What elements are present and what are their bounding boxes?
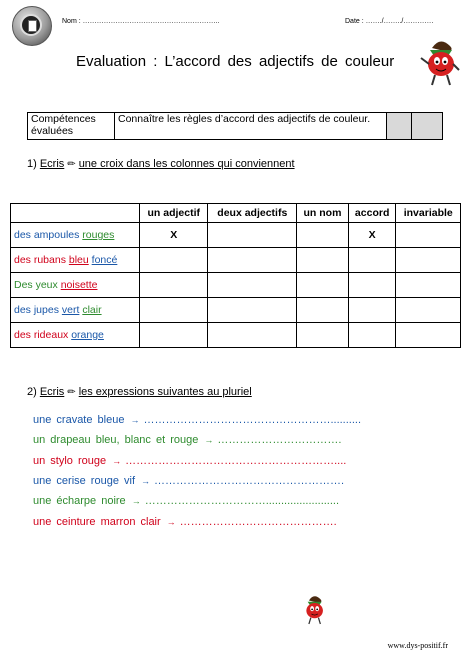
answer-cell[interactable] [297,298,349,323]
answer-cell[interactable] [140,323,208,348]
expression-line [33,434,341,446]
expression-cell [11,273,140,298]
expression-line [33,475,344,487]
adjective-word: bleu [68,254,89,266]
arrow-icon: → [130,415,140,425]
answer-cell[interactable] [348,323,396,348]
noun-text: des rideaux [14,329,72,341]
strawberry-mascot-icon [300,594,328,626]
column-header: accord [348,204,396,223]
expression-line [33,516,337,528]
expression-cell [11,323,140,348]
adjective-word: rouges [82,229,115,241]
expression-text: un drapeau bleu, blanc et rouge [33,434,199,446]
column-header: un adjectif [140,204,208,223]
instruction-verb: Ecris [39,386,65,398]
answer-cell[interactable] [297,223,349,248]
answer-cell[interactable] [297,273,349,298]
answer-cell[interactable] [140,248,208,273]
answer-cell[interactable] [297,323,349,348]
answer-cell[interactable] [208,273,297,298]
table-row [11,223,461,248]
noun-text: des jupes [14,304,62,316]
answer-blank[interactable]: ………………………………………………….... [125,455,347,467]
clipboard-icon [20,14,42,36]
answer-cell[interactable] [396,223,461,248]
noun-text: des ampoules [14,229,83,241]
expression-text: un stylo rouge [33,455,107,467]
answer-cell[interactable] [140,298,208,323]
answer-blank[interactable]: ……………………………. [217,434,342,446]
nom-field: Nom : ………………………………………………….. [62,18,220,25]
strawberry-mascot-icon [418,38,462,88]
answer-cell[interactable] [396,248,461,273]
adjective-word: clair [82,304,102,316]
answer-cell[interactable] [208,323,297,348]
noun-text: Des yeux [14,279,61,291]
answer-blank[interactable]: ……………………………………………. [154,475,345,487]
answer-cell[interactable] [348,273,396,298]
answer-cell[interactable] [208,298,297,323]
pencil-icon: ✏ [67,387,76,398]
exercise-number: 2) [27,386,37,398]
arrow-icon: → [112,456,122,466]
expression-text: une ceinture marron clair [33,516,161,528]
pencil-icon: ✏ [67,159,76,170]
arrow-icon: → [204,435,214,445]
expression-cell [11,223,140,248]
answer-cell[interactable] [297,248,349,273]
competences-table [27,112,443,140]
expression-text: une cerise rouge vif [33,475,135,487]
arrow-icon: → [166,517,176,527]
instruction-text: une croix dans les colonnes qui conviennent [78,158,295,170]
expression-line [33,455,346,467]
answer-cell[interactable] [208,248,297,273]
answer-cell[interactable] [396,298,461,323]
arrow-icon: → [141,476,150,486]
adjective-word: orange [71,329,104,341]
expression-line [33,414,361,426]
adjective-word: foncé [91,254,118,266]
arrow-icon: → [131,496,141,506]
page-title: Evaluation : L’accord des adjectifs de couleur [76,53,395,70]
answer-cell[interactable]: X [348,223,396,248]
competences-text: Connaître les règles d’accord des adjectifs de couleur. [115,113,387,140]
answer-cell[interactable] [208,223,297,248]
expression-text: une écharpe noire [33,495,126,507]
instruction-text: les expressions suivantes au pluriel [78,386,252,398]
adjective-word: vert [61,304,80,316]
table-row [11,323,461,348]
answer-blank[interactable]: ……………………………………. [179,516,337,528]
footer-url: www.dys-positif.fr [387,641,448,650]
evaluation-cell [387,113,412,140]
competences-label: Compétences évaluées [28,113,115,140]
answer-blank[interactable]: …………………………………………….......... [143,414,362,426]
answer-cell[interactable]: X [140,223,208,248]
expression-cell [11,248,140,273]
table-row [11,248,461,273]
adjective-word: noisette [60,279,98,291]
exercise-1-instruction [27,158,295,170]
answer-cell[interactable] [396,273,461,298]
exercise-2-instruction [27,386,252,398]
answer-cell[interactable] [348,248,396,273]
answer-cell[interactable] [140,273,208,298]
empty-header-cell [11,204,140,223]
noun-text: des rubans [14,254,69,266]
exercise-number: 1) [27,158,37,170]
expression-text: une cravate bleue [33,414,125,426]
expression-line [33,495,339,507]
column-header: un nom [297,204,349,223]
adjectives-table [10,203,461,348]
answer-cell[interactable] [348,298,396,323]
date-field: Date : ……./……../…………. [345,18,434,25]
column-header: deux adjectifs [208,204,297,223]
table-row [11,273,461,298]
dys-positif-logo [12,6,52,46]
expression-cell [11,298,140,323]
answer-blank[interactable]: ……………………………........................ [144,495,340,507]
table-row [11,298,461,323]
column-header: invariable [396,204,461,223]
answer-cell[interactable] [396,323,461,348]
instruction-verb: Ecris [39,158,65,170]
evaluation-cell [412,113,443,140]
